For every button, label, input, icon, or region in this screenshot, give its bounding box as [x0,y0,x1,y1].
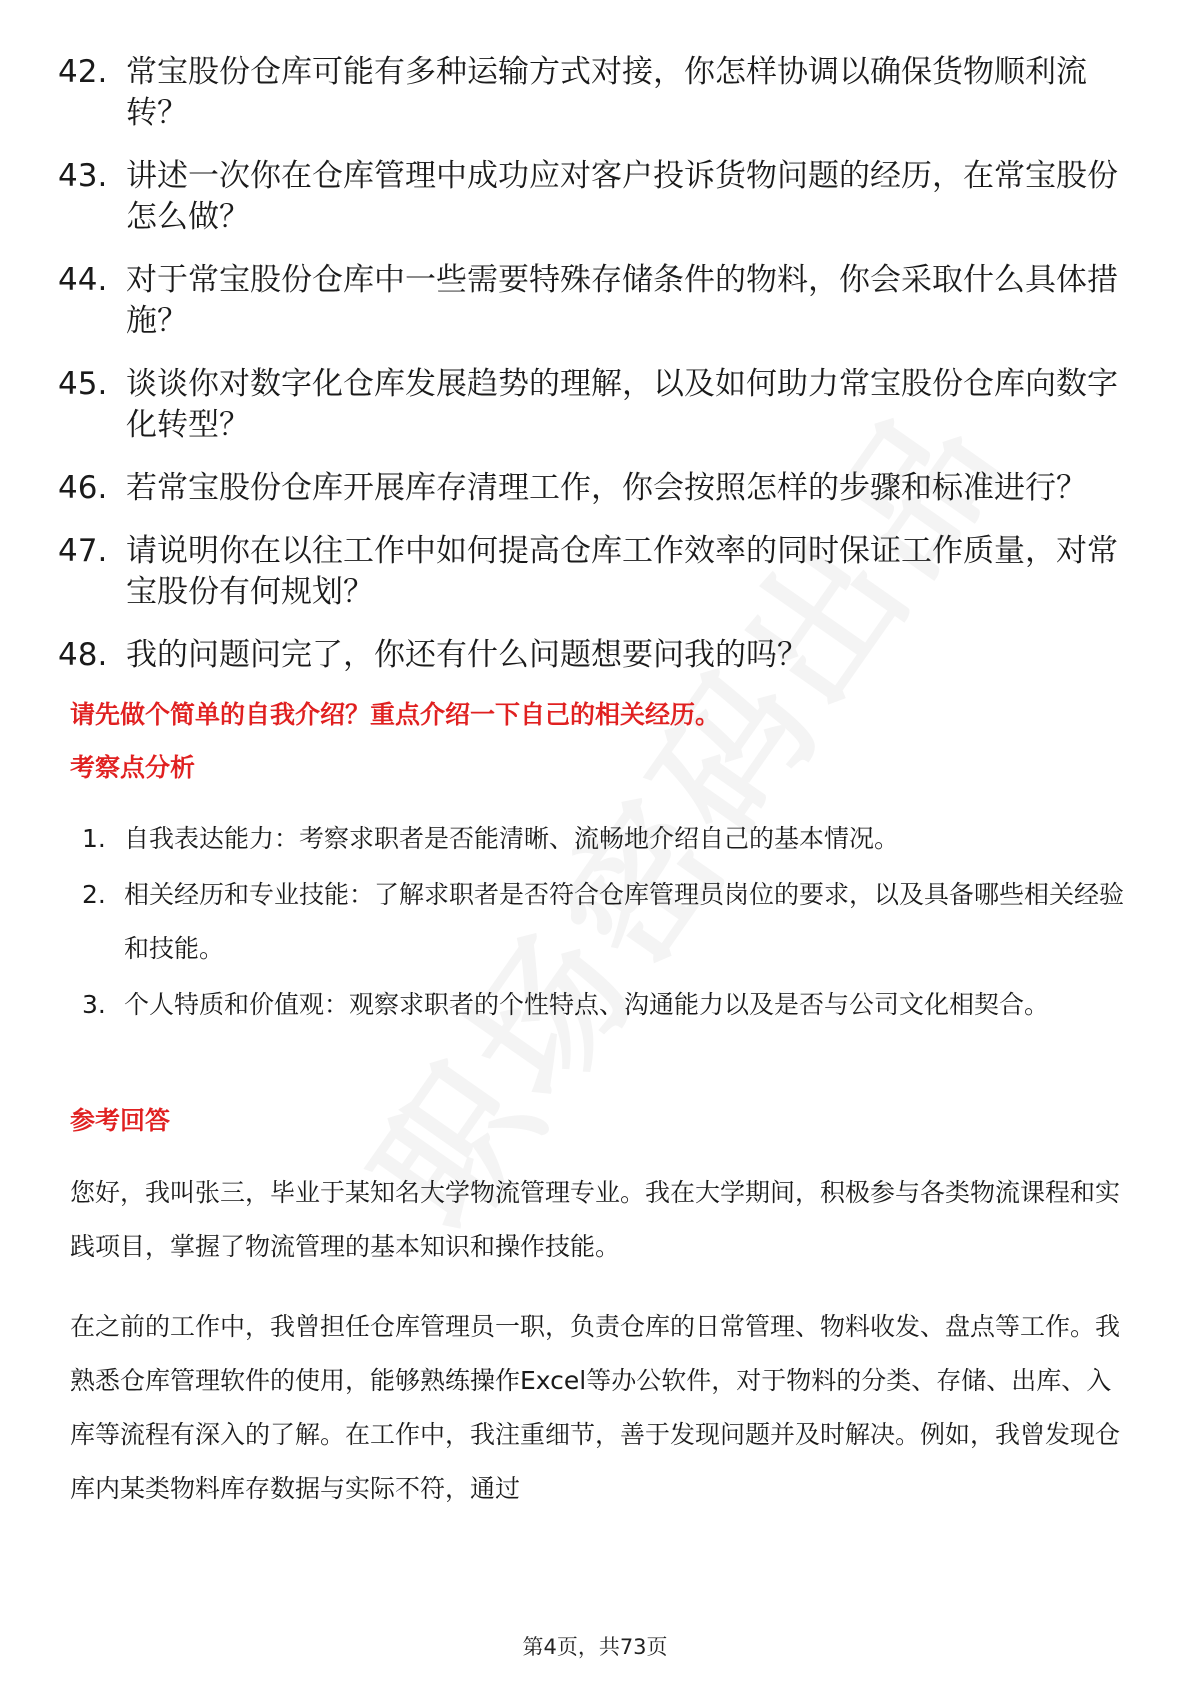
question-item [58,52,1118,134]
question-text: 我的问题问完了，你还有什么问题想要问我的吗？ [126,637,808,673]
question-item [58,635,1118,676]
question-number: 43. [58,158,108,194]
question-text: 常宝股份仓库可能有多种运输方式对接，你怎样协调以确保货物顺利流转？ [126,54,1087,131]
analysis-text: 相关经历和专业技能：了解求职者是否符合仓库管理员岗位的要求，以及具备哪些相关经验和技能。 [124,880,1125,963]
question-number: 48. [58,637,108,673]
question-text: 谈谈你对数字化仓库发展趋势的理解，以及如何助力常宝股份仓库向数字化转型？ [126,366,1118,443]
analysis-number: 3. [82,990,106,1019]
question-text: 对于常宝股份仓库中一些需要特殊存储条件的物料，你会采取什么具体措施？ [126,262,1118,339]
question-item [58,156,1118,238]
question-item [58,260,1118,342]
analysis-item [70,978,1130,1032]
question-number: 42. [58,54,108,90]
question-item [58,468,1118,509]
analysis-list [70,812,1130,1034]
answer-paragraph: 在之前的工作中，我曾担任仓库管理员一职，负责仓库的日常管理、物料收发、盘点等工作。我熟悉仓库管理软件的使用，能够熟练操作Excel等办公软件，对于物料的分类、存储、出库、入库等流程有深入的了解。在工作中，我注重细节，善于发现问题并及时解决。例如，我曾发现仓库内某类物料库存数据与实际不符，通过 [70,1312,1121,1503]
analysis-text: 自我表达能力：考察求职者是否能清晰、流畅地介绍自己的基本情况。 [124,824,900,853]
question-number: 47. [58,533,108,569]
answer-paragraph: 您好，我叫张三，毕业于某知名大学物流管理专业。我在大学期间，积极参与各类物流课程和实践项目，掌握了物流管理的基本知识和操作技能。 [70,1178,1121,1261]
question-title: 请先做个简单的自我介绍？重点介绍一下自己的相关经历。 [70,700,721,729]
analysis-text: 个人特质和价值观：观察求职者的个性特点、沟通能力以及是否与公司文化相契合。 [124,990,1050,1019]
analysis-heading: 考察点分析 [70,753,196,782]
question-text: 讲述一次你在仓库管理中成功应对客户投诉货物问题的经历，在常宝股份怎么做？ [126,158,1118,235]
analysis-item [70,868,1130,976]
question-list [58,52,1118,698]
answer-heading: 参考回答 [70,1106,171,1135]
question-text: 若常宝股份仓库开展库存清理工作，你会按照怎样的步骤和标准进行？ [126,470,1087,506]
question-number: 45. [58,366,108,402]
page-footer: 第4页，共73页 [522,1635,668,1659]
question-item [58,531,1118,613]
analysis-number: 2. [82,880,106,909]
question-item [58,364,1118,446]
question-number: 46. [58,470,108,506]
analysis-item [70,812,1130,866]
analysis-number: 1. [82,824,106,853]
question-number: 44. [58,262,108,298]
question-text: 请说明你在以往工作中如何提高仓库工作效率的同时保证工作质量，对常宝股份有何规划？ [126,533,1118,610]
